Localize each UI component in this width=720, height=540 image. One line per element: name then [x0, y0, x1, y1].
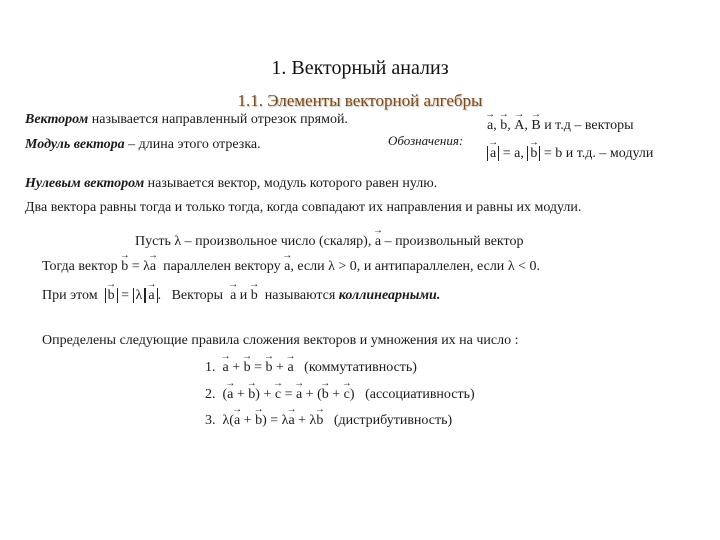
page-subtitle: 1.1. Элементы векторной алгебры	[237, 91, 483, 110]
notation-vectors: → a, → b, → A, → B и т.д – векторы	[487, 118, 634, 134]
collinear-term: коллинеарными.	[338, 288, 441, 303]
parallel-text: параллелен вектору	[163, 259, 281, 274]
vectors-word: Векторы	[171, 288, 224, 303]
antiparallel-text: и антипараллелен,	[363, 259, 474, 274]
let-text: Пусть	[135, 234, 171, 249]
rule-name: (коммутативность)	[304, 360, 417, 375]
collinear-line: При этом → b = λ→ a . Векторы → a и → b называются коллинеарными.	[42, 288, 440, 304]
rule-name: (дистрибутивность)	[333, 413, 453, 428]
rule-number: 2.	[205, 387, 216, 402]
notation-modulus: → a = a, → b = b и т.д. – модули	[487, 146, 653, 162]
arbitrary-vector-text: – произвольный вектор	[384, 234, 524, 249]
then-vector-text: Тогда вектор	[42, 259, 118, 274]
rules-intro: Определены следующие правила сложения векторов и умножения их на число :	[42, 333, 519, 348]
notation-label: Обозначения:	[388, 133, 464, 148]
vector-definition-text: называется направленный отрезок прямой.	[88, 112, 348, 127]
rule-distributivity: 3. λ(→ a + → b) = λ→ a + λ→ b (дистрибутивность)	[205, 413, 452, 429]
notation-vectors-text: и т.д – векторы	[544, 118, 634, 133]
zero-vector-term: Нулевым вектором	[25, 176, 145, 191]
notation-modulus-text: и т.д. – модули	[565, 146, 654, 161]
rule-associativity: 2. (→ a + → b) + → c = → a + (→ b + → c) (ассоциативность)	[205, 387, 475, 403]
modulus-definition-text: – длина этого отрезка.	[124, 137, 261, 152]
scalar-text: – произвольное число (скаляр),	[184, 234, 372, 249]
rule-number: 1.	[205, 360, 216, 375]
gt-zero-text: > 0,	[338, 259, 361, 274]
vector-equality-text: Два вектора равны тогда и только тогда, когда совпадают их направления и равны их модули.	[25, 200, 582, 215]
page-title: 1. Векторный анализ	[271, 57, 449, 79]
rule-name: (ассоциативность)	[365, 387, 475, 402]
if-negative-text: если	[477, 259, 505, 274]
lt-zero-text: < 0.	[518, 259, 541, 274]
zero-vector-text: называется вектор, модуль которого равен нулю.	[144, 176, 438, 191]
called-text: называются	[264, 288, 336, 303]
and-word: и	[239, 288, 248, 303]
zero-vector-definition	[25, 176, 437, 192]
vector-definition	[25, 112, 348, 128]
rule-commutativity: 1. → a + → b = → b + → a (коммутативность)	[205, 360, 417, 376]
parallel-line: Тогда вектор → b = λ→ a параллелен вектору → a, если λ > 0, и антипараллелен, если λ < 0.	[42, 259, 540, 275]
modulus-term: Модуль вектора	[25, 137, 125, 152]
at-this-text: При этом	[42, 288, 98, 303]
modulus-definition	[25, 137, 261, 153]
let-lambda-line: Пусть λ – произвольное число (скаляр), → a – произвольный вектор	[135, 234, 523, 250]
if-text: , если	[290, 259, 325, 274]
vector-term: Вектором	[25, 112, 89, 127]
rule-number: 3.	[205, 413, 216, 428]
